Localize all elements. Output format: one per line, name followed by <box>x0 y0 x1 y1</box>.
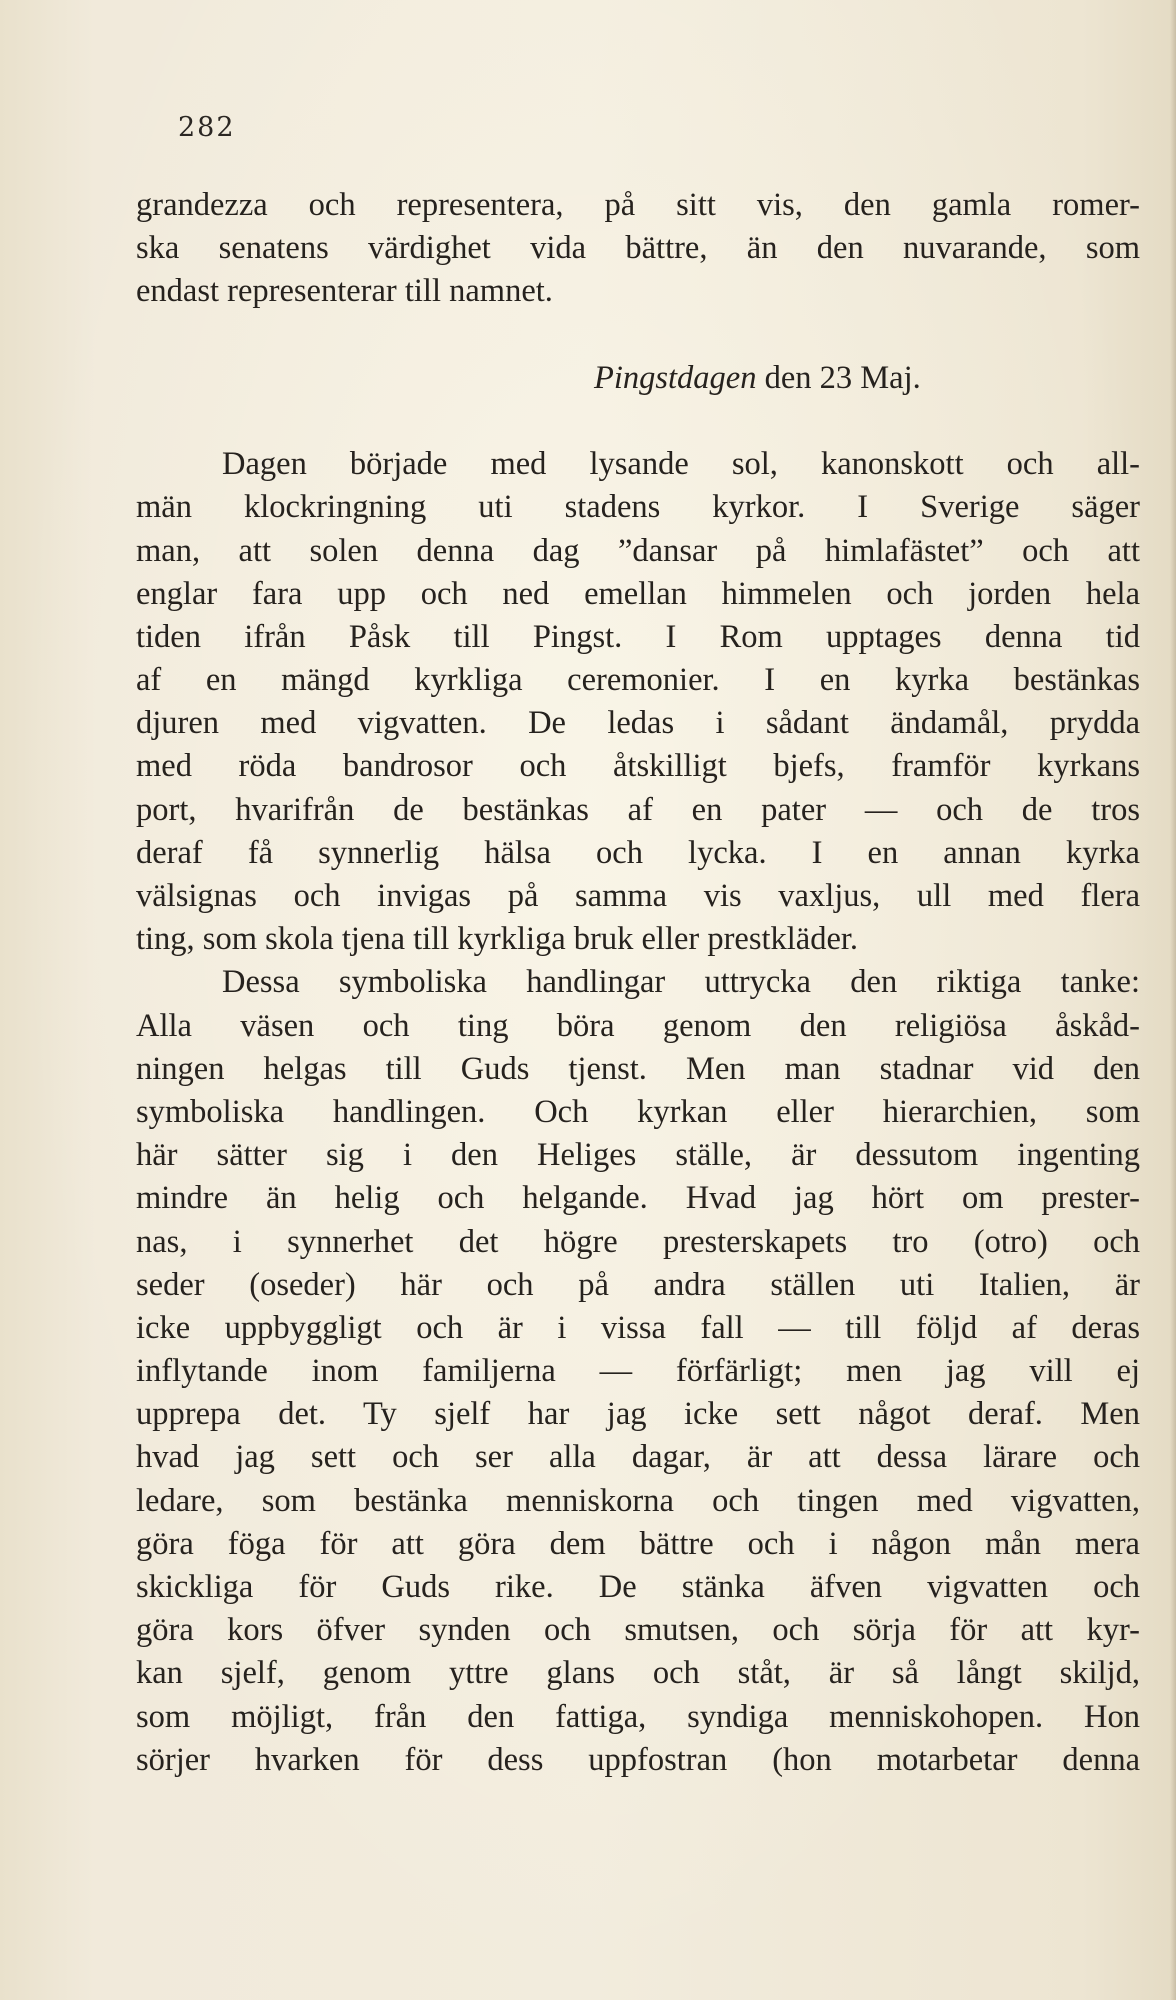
text-line: djuren med vigvatten. De ledas i sådant ändamål, prydda <box>136 705 1140 742</box>
text-line: hvad jag sett och ser alla dagar, är att dessa lärare och <box>136 1439 1140 1476</box>
text-line: Dagen började med lysande sol, kanonskott och all- <box>222 446 1140 483</box>
text-line: Dessa symboliska handlingar uttrycka den riktiga tanke: <box>222 964 1140 1001</box>
text-line: port, hvarifrån de bestänkas af en pater — och de tros <box>136 791 1140 828</box>
heading-date-rest: den 23 Maj. <box>756 359 921 396</box>
text-line: icke uppbyggligt och är i vissa fall — till följd af deras <box>136 1309 1140 1346</box>
text-line: ningen helgas till Guds tjenst. Men man stadnar vid den <box>136 1050 1140 1087</box>
text-line: sörjer hvarken för dess uppfostran (hon motarbetar denna <box>136 1741 1140 1778</box>
text-line: seder (oseder) här och på andra ställen uti Italien, är <box>136 1266 1140 1303</box>
text-line: man, att solen denna dag ”dansar på himlafästet” och att <box>136 532 1140 569</box>
text-line: englar fara upp och ned emellan himmelen och jorden hela <box>136 575 1140 612</box>
text-line: göra föga för att göra dem bättre och i någon mån mera <box>136 1525 1140 1562</box>
paragraph-gap <box>136 314 1140 357</box>
text-line: välsignas och invigas på samma vis vaxljus, ull med flera <box>136 878 1140 914</box>
text-line: Alla väsen och ting böra genom den religiösa åskåd- <box>136 1007 1140 1044</box>
text-line: grandezza och representera, på sitt vis, den gamla romer- <box>136 187 1140 223</box>
page-number: 282 <box>178 112 236 143</box>
text-line: här sätter sig i den Heliges ställe, är dessutom ingenting <box>136 1137 1140 1174</box>
text-line: ska senatens värdighet vida bättre, än den nuvarande, som <box>136 230 1140 267</box>
paragraph-gap <box>136 400 1140 443</box>
text-line: män klockringning uti stadens kyrkor. I Sverige säger <box>136 489 1140 526</box>
text-line: göra kors öfver synden och smutsen, och sörja för att kyr- <box>136 1612 1140 1649</box>
text-line: deraf få synnerlig hälsa och lycka. I en annan kyrka <box>136 834 1140 871</box>
text-line: kan sjelf, genom yttre glans och ståt, är så långt skiljd, <box>136 1655 1140 1692</box>
text-line: nas, i synnerhet det högre presterskapets tro (otro) och <box>136 1223 1140 1260</box>
text-line: upprepa det. Ty sjelf har jag icke sett något deraf. Men <box>136 1396 1140 1433</box>
text-line: endast representerar till namnet. <box>136 273 553 310</box>
text-line: mindre än helig och helgande. Hvad jag hört om prester- <box>136 1180 1140 1217</box>
text-line: inflytande inom familjerna — förfärligt; men jag vill ej <box>136 1353 1140 1390</box>
text-line: symboliska handlingen. Och kyrkan eller hierarchien, som <box>136 1093 1140 1130</box>
heading-date-italic: Pingstdagen <box>594 359 757 396</box>
text-line: ledare, som bestänka menniskorna och tingen med vigvatten, <box>136 1482 1140 1519</box>
text-line: af en mängd kyrkliga ceremonier. I en kyrka bestänkas <box>136 662 1140 699</box>
text-line: ting, som skola tjena till kyrkliga bruk eller prestkläder. <box>136 921 859 958</box>
section-heading <box>136 357 1140 400</box>
body-text <box>136 184 1140 1782</box>
text-line: tiden ifrån Påsk till Pingst. I Rom upptages denna tid <box>136 618 1140 655</box>
text-line: som möjligt, från den fattiga, syndiga menniskohopen. Hon <box>136 1698 1140 1735</box>
text-line: med röda bandrosor och åtskilligt bjefs, framför kyrkans <box>136 748 1140 785</box>
page-edge-shadow <box>1170 0 1176 2000</box>
text-line: skickliga för Guds rike. De stänka äfven vigvatten och <box>136 1569 1140 1605</box>
